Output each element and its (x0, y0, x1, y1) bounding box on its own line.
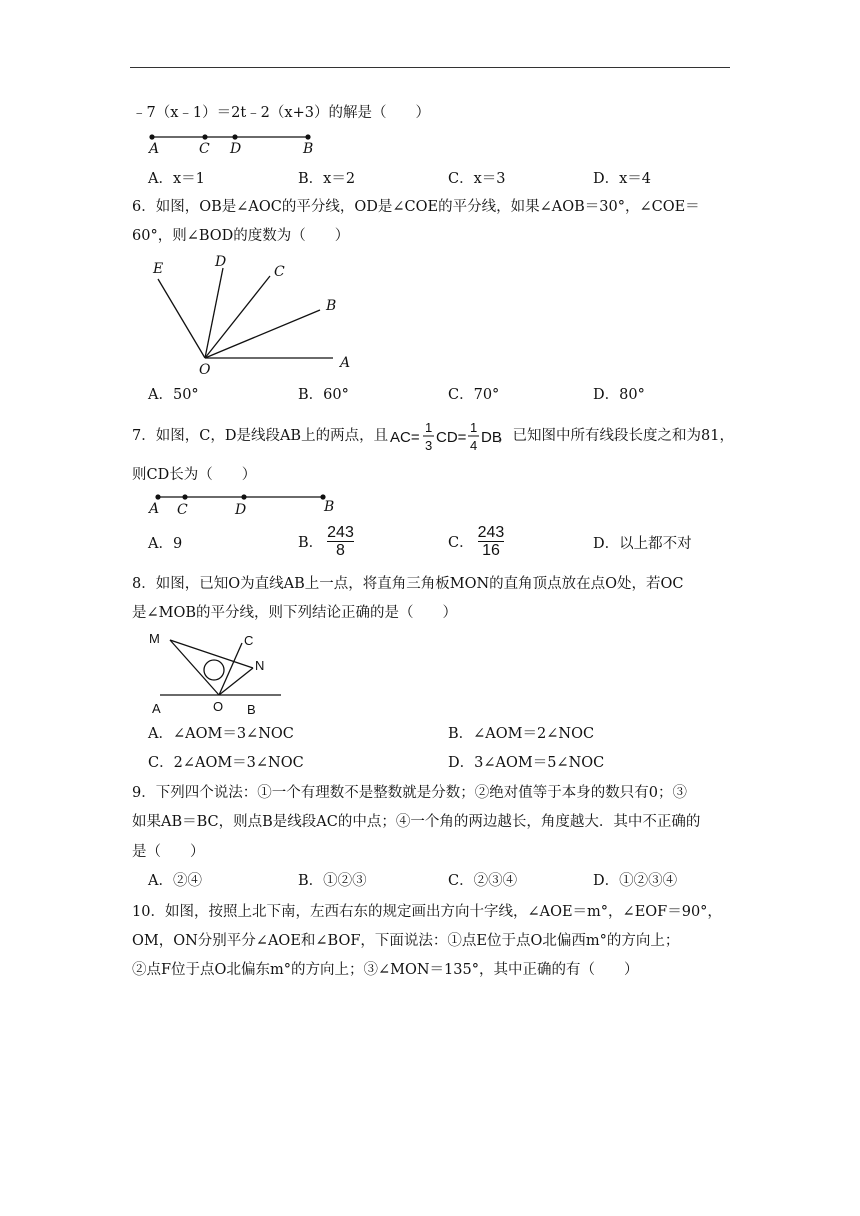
label-c: C (244, 633, 254, 648)
q5-option-d[interactable]: D．x＝4 (593, 171, 652, 187)
q5-option-c[interactable]: C．x＝3 (448, 171, 506, 187)
label-b: B (303, 141, 314, 157)
label-n: N (255, 658, 265, 673)
q10-line-2: OM，ON分别平分∠AOE和∠BOF，下面说法：①点E位于点O北偏西m°的方向上； (132, 933, 680, 949)
point-c (202, 134, 207, 139)
formula-ac: AC= (390, 429, 420, 446)
q9-line-1: 9．下列四个说法：①一个有理数不是整数就是分数；②绝对值等于本身的数只有0；③ (132, 785, 687, 801)
point-a (155, 494, 160, 499)
q10-line-1: 10．如图，按照上北下南，左西右东的规定画出方向十字线，∠AOE＝m°，∠EOF＝90°， (132, 904, 722, 920)
label-b: B (326, 298, 337, 314)
q5-segment-figure (140, 128, 330, 156)
q9-option-c[interactable]: C．②③④ (448, 873, 518, 889)
q5-option-b[interactable]: B．x＝2 (298, 171, 356, 187)
option-b-fraction (327, 524, 354, 559)
q9-line-3: 是（ ） (132, 844, 205, 860)
q8-option-b[interactable]: B．∠AOM＝2∠NOC (448, 726, 595, 742)
label-e: E (153, 261, 164, 277)
formula-cd: CD= (436, 429, 467, 446)
q5-option-a[interactable]: A．x＝1 (148, 171, 205, 187)
label-d: D (235, 502, 247, 518)
point-a (149, 134, 154, 139)
q8-line-2: 是∠MOB的平分线，则下列结论正确的是（ ） (132, 605, 458, 621)
q7-line-1-post: ，已知图中所有线段长度之和为81， (498, 428, 734, 444)
option-b-denominator: 8 (336, 542, 345, 559)
q9-line-2: 如果AB＝BC，则点B是线段AC的中点；④一个角的两边越长，角度越大．其中不正确的 (132, 814, 701, 830)
q6-option-a[interactable]: A．50° (148, 387, 199, 403)
option-b-numerator: 243 (327, 524, 354, 541)
label-m: M (149, 631, 160, 646)
label-a: A (149, 501, 160, 517)
label-a: A (149, 141, 160, 157)
q6-line-2: 60°，则∠BOD的度数为（ ） (132, 228, 350, 244)
q7-option-c[interactable] (448, 524, 504, 559)
q10-line-3: ②点F位于点O北偏东m°的方向上；③∠MON＝135°，其中正确的有（ ） (132, 962, 639, 978)
q8-option-a[interactable]: A．∠AOM＝3∠NOC (148, 726, 294, 742)
svg-text:1: 1 (470, 420, 478, 435)
q7-option-b[interactable] (298, 524, 354, 559)
option-b-prefix: B． (298, 535, 324, 551)
svg-text:3: 3 (425, 438, 433, 453)
q5-stem: ﹣7（x﹣1）＝2t﹣2（x+3）的解是（ ） (132, 105, 430, 121)
q9-option-b[interactable]: B．①②③ (298, 873, 367, 889)
label-d: D (230, 141, 242, 157)
q6-option-d[interactable]: D．80° (593, 387, 645, 403)
label-d: D (215, 254, 227, 270)
label-c: C (177, 502, 188, 518)
svg-text:1: 1 (425, 420, 433, 435)
q7-line-2: 则CD长为（ ） (132, 467, 257, 483)
q6-line-1: 6．如图，OB是∠AOC的平分线，OD是∠COE的平分线，如果∠AOB＝30°，∠COE＝ (132, 199, 700, 215)
label-a: A (340, 355, 351, 371)
q6-option-c[interactable]: C．70° (448, 387, 500, 403)
q7-option-a[interactable]: A．9 (148, 536, 183, 552)
q7-formula (390, 418, 500, 456)
header-rule (130, 67, 730, 68)
label-c: C (199, 141, 210, 157)
label-o: O (213, 699, 224, 714)
q9-option-a[interactable]: A．②④ (148, 873, 202, 889)
point-c (182, 494, 187, 499)
label-a: A (152, 701, 161, 716)
label-c: C (274, 264, 285, 280)
q7-line-1-pre: 7．如图，C，D是线段AB上的两点，且 (132, 428, 389, 444)
q7-option-d[interactable]: D．以上都不对 (593, 536, 692, 552)
q7-segment-figure (146, 490, 346, 518)
q8-option-d[interactable]: D．3∠AOM＝5∠NOC (448, 755, 605, 771)
label-o: O (199, 362, 211, 378)
q6-option-b[interactable]: B．60° (298, 387, 349, 403)
q8-line-1: 8．如图，已知O为直线AB上一点，将直角三角板MON的直角顶点放在点O处，若OC (132, 576, 684, 592)
option-c-denominator: 16 (482, 542, 500, 559)
label-b: B (247, 702, 256, 717)
q9-option-d[interactable]: D．①②③④ (593, 873, 678, 889)
svg-text:4: 4 (470, 438, 478, 453)
formula-db: DB (481, 429, 502, 446)
option-c-prefix: C． (448, 535, 474, 551)
q8-option-c[interactable]: C．2∠AOM＝3∠NOC (148, 755, 304, 771)
q6-angle-figure (145, 254, 360, 379)
point-d (232, 134, 237, 139)
option-c-fraction (478, 524, 505, 559)
point-d (241, 494, 246, 499)
option-c-numerator: 243 (477, 524, 505, 541)
label-b: B (324, 499, 335, 515)
point-b (305, 134, 310, 139)
q8-triangle-figure (145, 628, 295, 718)
